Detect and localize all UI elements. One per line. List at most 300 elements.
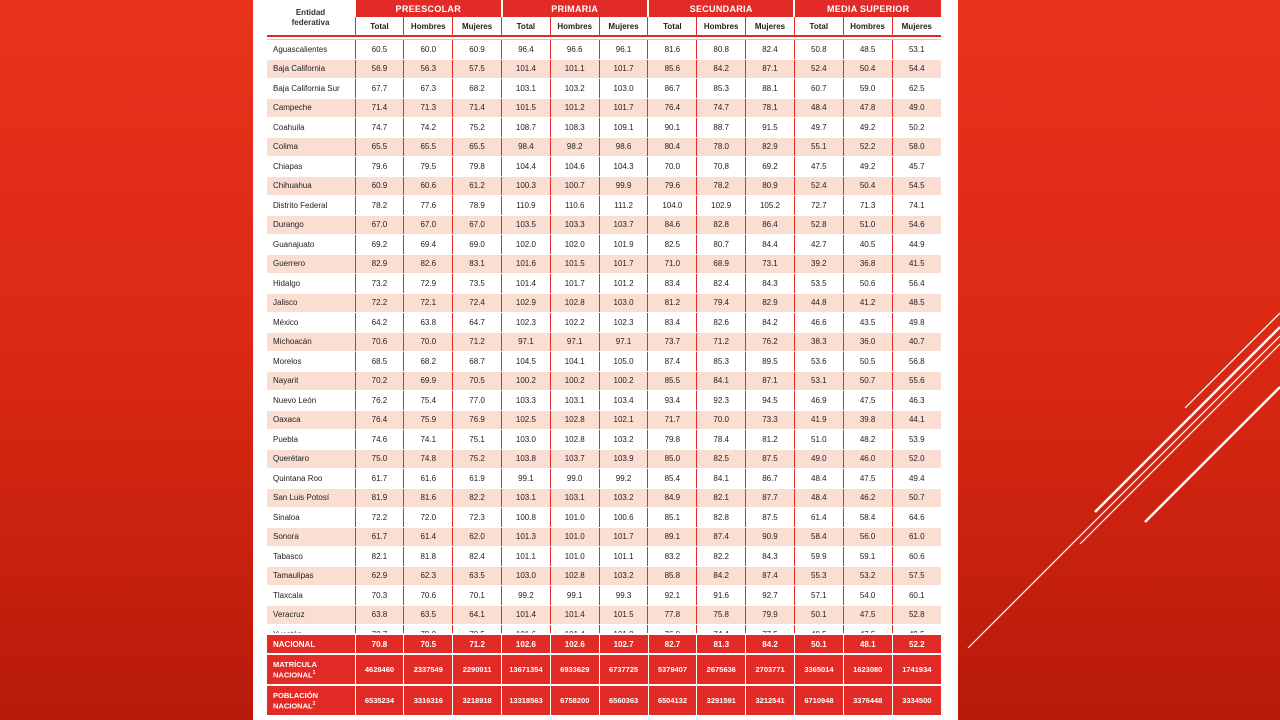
footnote-marker: 1	[312, 669, 316, 676]
table-cell: 101.4	[550, 605, 599, 625]
summary-label	[267, 654, 355, 685]
table-row	[267, 59, 941, 79]
table-cell: 102.8	[550, 293, 599, 313]
table-cell: 44.1	[892, 410, 941, 430]
table-cell: 82.4	[697, 274, 746, 294]
table-cell: 103.0	[599, 79, 648, 99]
table-cell: 62.0	[453, 527, 502, 547]
table-cell: 82.6	[697, 313, 746, 333]
table-cell: 56.8	[892, 352, 941, 372]
table-cell: 82.9	[355, 254, 404, 274]
entity-name: Chihuahua	[267, 176, 355, 196]
summary-cell: 1741934	[892, 654, 941, 685]
table-cell: 102.0	[550, 235, 599, 255]
table-row	[267, 118, 941, 138]
table-cell: 59.0	[843, 79, 892, 99]
table-cell: 78.9	[453, 196, 502, 216]
table-cell: 50.6	[843, 274, 892, 294]
table-cell: 86.7	[746, 469, 795, 489]
table-cell: 49.2	[843, 118, 892, 138]
table-cell: 61.9	[453, 469, 502, 489]
entity-name: Sinaloa	[267, 508, 355, 528]
table-cell: 55.6	[892, 371, 941, 391]
table-cell: 51.0	[794, 430, 843, 450]
table-cell: 98.4	[502, 137, 551, 157]
table-cell: 47.5	[794, 157, 843, 177]
table-row	[267, 98, 941, 118]
summary-cell: 102.6	[550, 634, 599, 654]
table-cell: 52.8	[794, 215, 843, 235]
table-cell: 50.8	[794, 40, 843, 60]
table-cell: 50.1	[794, 605, 843, 625]
table-cell: 53.9	[892, 430, 941, 450]
table-cell: 89.1	[648, 527, 697, 547]
table-cell: 53.1	[892, 40, 941, 60]
table-cell: 87.1	[746, 371, 795, 391]
table-cell: 62.3	[404, 566, 453, 586]
table-cell: 92.1	[648, 586, 697, 606]
table-cell: 99.9	[599, 176, 648, 196]
table-cell: 85.3	[697, 79, 746, 99]
subheader-cell: Total	[502, 17, 551, 36]
table-cell: 101.5	[599, 605, 648, 625]
table-cell: 103.1	[550, 391, 599, 411]
table-cell: 71.4	[355, 98, 404, 118]
table-cell: 74.7	[697, 98, 746, 118]
table-cell: 61.7	[355, 469, 404, 489]
table-cell: 103.0	[502, 566, 551, 586]
table-cell: 55.3	[794, 566, 843, 586]
table-cell: 60.6	[404, 176, 453, 196]
table-cell: 41.9	[794, 410, 843, 430]
table-cell: 81.2	[648, 293, 697, 313]
table-cell: 84.6	[648, 215, 697, 235]
table-cell: 103.5	[502, 215, 551, 235]
entity-name: Jalisco	[267, 293, 355, 313]
table-cell: 101.2	[599, 274, 648, 294]
table-cell: 75.1	[453, 430, 502, 450]
summary-cell: 3291591	[697, 685, 746, 715]
table-cell: 49.7	[794, 118, 843, 138]
summary-label-line: POBLACIÓN	[273, 690, 318, 700]
entity-name: Distrito Federal	[267, 196, 355, 216]
table-cell: 91.6	[697, 586, 746, 606]
table-cell: 67.3	[404, 79, 453, 99]
table-cell: 88.7	[697, 118, 746, 138]
table-cell: 100.6	[599, 508, 648, 528]
entity-name: Morelos	[267, 352, 355, 372]
summary-row	[267, 654, 941, 685]
table-cell: 46.0	[843, 449, 892, 469]
table-cell: 64.2	[355, 313, 404, 333]
table-cell: 82.2	[697, 547, 746, 567]
summary-label-line: NACIONAL$^2$	[273, 700, 316, 711]
table-cell: 103.4	[599, 391, 648, 411]
table-cell: 78.0	[697, 137, 746, 157]
entity-name: Tamaulipas	[267, 566, 355, 586]
table-cell: 56.3	[404, 59, 453, 79]
table-cell: 63.8	[355, 605, 404, 625]
table-cell: 102.9	[502, 293, 551, 313]
table-cell: 74.8	[404, 449, 453, 469]
table-cell: 56.0	[843, 527, 892, 547]
summary-cell: 13318563	[502, 685, 551, 715]
table-cell: 97.1	[550, 332, 599, 352]
table-cell: 89.5	[746, 352, 795, 372]
table-cell: 53.1	[794, 371, 843, 391]
table-cell: 50.5	[843, 352, 892, 372]
table-cell: 92.3	[697, 391, 746, 411]
table-cell: 80.8	[697, 40, 746, 60]
table-cell: 84.2	[697, 59, 746, 79]
table-cell: 79.8	[648, 430, 697, 450]
table-cell: 52.4	[794, 59, 843, 79]
summary-cell: 82.7	[648, 634, 697, 654]
table-cell: 72.2	[355, 293, 404, 313]
table-cell: 82.5	[697, 449, 746, 469]
table-cell: 85.1	[648, 508, 697, 528]
group-header-media-superior: MEDIA SUPERIOR	[794, 0, 941, 17]
summary-table	[267, 633, 941, 715]
table-cell: 82.1	[355, 547, 404, 567]
table-cell: 84.2	[697, 566, 746, 586]
entity-name: Sonora	[267, 527, 355, 547]
summary-cell: 1623080	[843, 654, 892, 685]
table-cell: 76.2	[746, 332, 795, 352]
table-row	[267, 391, 941, 411]
table-row	[267, 79, 941, 99]
table-cell: 53.6	[794, 352, 843, 372]
table-cell: 87.4	[697, 527, 746, 547]
table-cell: 48.4	[794, 98, 843, 118]
entity-header-line-2: federativa	[291, 17, 330, 27]
summary-cell: 70.5	[404, 634, 453, 654]
table-cell: 103.2	[599, 488, 648, 508]
table-cell: 47.5	[843, 391, 892, 411]
table-cell: 99.2	[502, 586, 551, 606]
table-cell: 54.4	[892, 59, 941, 79]
table-cell: 93.4	[648, 391, 697, 411]
entity-name: Nayarit	[267, 371, 355, 391]
entity-name: Querétaro	[267, 449, 355, 469]
table-cell: 78.2	[697, 176, 746, 196]
table-row	[267, 566, 941, 586]
table-cell: 39.2	[794, 254, 843, 274]
table-row	[267, 332, 941, 352]
table-cell: 99.3	[599, 586, 648, 606]
table-row	[267, 274, 941, 294]
table-cell: 104.1	[550, 352, 599, 372]
table-cell: 38.3	[794, 332, 843, 352]
table-cell: 87.5	[746, 508, 795, 528]
table-cell: 52.4	[794, 176, 843, 196]
table-cell: 85.6	[648, 59, 697, 79]
entity-name: México	[267, 313, 355, 333]
table-cell: 63.5	[453, 566, 502, 586]
summary-cell: 3376448	[843, 685, 892, 715]
summary-cell: 71.2	[453, 634, 502, 654]
table-cell: 54.6	[892, 215, 941, 235]
table-cell: 71.4	[453, 98, 502, 118]
table-cell: 49.2	[843, 157, 892, 177]
table-cell: 108.3	[550, 118, 599, 138]
table-cell: 62.9	[355, 566, 404, 586]
table-cell: 102.5	[502, 410, 551, 430]
entity-name: Baja California	[267, 59, 355, 79]
group-header-primaria: PRIMARIA	[502, 0, 648, 17]
table-cell: 102.8	[550, 410, 599, 430]
table-cell: 85.8	[648, 566, 697, 586]
summary-cell: 2675636	[697, 654, 746, 685]
table-cell: 72.3	[453, 508, 502, 528]
table-cell: 83.4	[648, 313, 697, 333]
table-cell: 105.2	[746, 196, 795, 216]
table-row	[267, 313, 941, 333]
table-cell: 40.7	[892, 332, 941, 352]
table-cell: 75.2	[453, 118, 502, 138]
table-cell: 102.9	[697, 196, 746, 216]
summary-cell: 2337549	[404, 654, 453, 685]
table-cell: 52.2	[843, 137, 892, 157]
table-cell: 75.2	[453, 449, 502, 469]
table-cell: 82.4	[746, 40, 795, 60]
table-cell: 70.1	[453, 586, 502, 606]
table-cell: 100.2	[502, 371, 551, 391]
table-cell: 44.9	[892, 235, 941, 255]
summary-cell: 3334500	[892, 685, 941, 715]
table-cell: 87.5	[746, 449, 795, 469]
table-cell: 105.0	[599, 352, 648, 372]
table-cell: 70.8	[697, 157, 746, 177]
table-cell: 40.5	[843, 235, 892, 255]
table-cell: 59.1	[843, 547, 892, 567]
table-cell: 101.4	[502, 605, 551, 625]
table-cell: 97.1	[502, 332, 551, 352]
table-cell: 61.4	[794, 508, 843, 528]
table-cell: 103.2	[550, 79, 599, 99]
table-cell: 71.2	[453, 332, 502, 352]
table-cell: 48.4	[794, 488, 843, 508]
table-cell: 99.1	[550, 586, 599, 606]
table-cell: 82.6	[404, 254, 453, 274]
table-cell: 50.2	[892, 118, 941, 138]
table-cell: 73.7	[648, 332, 697, 352]
table-cell: 60.9	[453, 40, 502, 60]
table-cell: 68.7	[453, 352, 502, 372]
summary-cell: 3218918	[453, 685, 502, 715]
table-row	[267, 157, 941, 177]
table-cell: 81.8	[404, 547, 453, 567]
table-cell: 79.9	[746, 605, 795, 625]
table-cell: 70.3	[355, 586, 404, 606]
table-cell: 87.1	[746, 59, 795, 79]
table-cell: 49.0	[794, 449, 843, 469]
table-cell: 82.9	[746, 293, 795, 313]
summary-cell: 81.3	[697, 634, 746, 654]
table-cell: 104.0	[648, 196, 697, 216]
subheader-cell: Mujeres	[453, 17, 502, 36]
summary-cell: 102.6	[502, 634, 551, 654]
entity-name: Hidalgo	[267, 274, 355, 294]
table-cell: 69.2	[355, 235, 404, 255]
table-cell: 79.4	[697, 293, 746, 313]
table-cell: 65.5	[404, 137, 453, 157]
table-cell: 46.9	[794, 391, 843, 411]
table-cell: 61.0	[892, 527, 941, 547]
table-cell: 65.5	[453, 137, 502, 157]
table-cell: 90.9	[746, 527, 795, 547]
table-cell: 103.3	[502, 391, 551, 411]
entity-name: Tabasco	[267, 547, 355, 567]
table-cell: 67.7	[355, 79, 404, 99]
table-cell: 69.0	[453, 235, 502, 255]
table-cell: 103.7	[599, 215, 648, 235]
subheader-row	[267, 17, 941, 36]
entity-name: Puebla	[267, 430, 355, 450]
table-cell: 82.4	[453, 547, 502, 567]
table-cell: 73.3	[746, 410, 795, 430]
table-cell: 61.6	[404, 469, 453, 489]
table-cell: 78.4	[697, 430, 746, 450]
table-cell: 102.0	[502, 235, 551, 255]
table-row	[267, 469, 941, 489]
table-cell: 70.6	[355, 332, 404, 352]
footnote-marker: 2	[312, 700, 316, 707]
entity-header-line-1: Entidad	[295, 7, 326, 17]
table-cell: 56.4	[892, 274, 941, 294]
summary-cell: 6737725	[599, 654, 648, 685]
table-cell: 53.2	[843, 566, 892, 586]
table-cell: 82.8	[697, 215, 746, 235]
table-cell: 90.1	[648, 118, 697, 138]
table-cell: 74.1	[892, 196, 941, 216]
entity-name: Chiapas	[267, 157, 355, 177]
table-cell: 84.1	[697, 469, 746, 489]
table-cell: 102.3	[599, 313, 648, 333]
summary-cell: 84.2	[746, 634, 795, 654]
entity-name: Aguascalientes	[267, 40, 355, 60]
summary-cell: 102.7	[599, 634, 648, 654]
table-cell: 55.1	[794, 137, 843, 157]
subheader-cell: Hombres	[697, 17, 746, 36]
table-cell: 49.4	[892, 469, 941, 489]
table-cell: 76.9	[453, 410, 502, 430]
table-cell: 44.8	[794, 293, 843, 313]
subheader-cell: Hombres	[550, 17, 599, 36]
table-cell: 51.0	[843, 215, 892, 235]
table-cell: 70.2	[355, 371, 404, 391]
table-cell: 77.0	[453, 391, 502, 411]
table-cell: 108.7	[502, 118, 551, 138]
table-document	[253, 0, 958, 720]
table-cell: 101.1	[502, 547, 551, 567]
table-cell: 81.6	[648, 40, 697, 60]
table-cell: 103.8	[502, 449, 551, 469]
table-cell: 60.6	[892, 547, 941, 567]
table-cell: 101.3	[502, 527, 551, 547]
table-cell: 61.2	[453, 176, 502, 196]
table-cell: 101.7	[599, 59, 648, 79]
table-cell: 36.0	[843, 332, 892, 352]
table-cell: 109.1	[599, 118, 648, 138]
table-row	[267, 527, 941, 547]
table-cell: 80.7	[697, 235, 746, 255]
summary-cell: 2290911	[453, 654, 502, 685]
table-cell: 60.7	[794, 79, 843, 99]
table-cell: 83.1	[453, 254, 502, 274]
table-cell: 86.4	[746, 215, 795, 235]
table-cell: 50.4	[843, 176, 892, 196]
table-cell: 88.1	[746, 79, 795, 99]
table-cell: 103.2	[599, 430, 648, 450]
table-cell: 103.9	[599, 449, 648, 469]
table-cell: 98.6	[599, 137, 648, 157]
table-cell: 79.8	[453, 157, 502, 177]
table-cell: 64.7	[453, 313, 502, 333]
table-cell: 58.0	[892, 137, 941, 157]
table-cell: 100.2	[550, 371, 599, 391]
table-cell: 102.8	[550, 430, 599, 450]
table-cell: 103.0	[502, 430, 551, 450]
table-cell: 83.4	[648, 274, 697, 294]
table-cell: 85.3	[697, 352, 746, 372]
table-cell: 47.5	[843, 605, 892, 625]
table-row	[267, 293, 941, 313]
table-cell: 101.7	[550, 274, 599, 294]
table-cell: 67.0	[404, 215, 453, 235]
table-cell: 50.7	[892, 488, 941, 508]
group-header-secundaria: SECUNDARIA	[648, 0, 794, 17]
table-cell: 49.0	[892, 98, 941, 118]
table-cell: 59.9	[794, 547, 843, 567]
table-row	[267, 371, 941, 391]
table-row	[267, 508, 941, 528]
table-cell: 81.9	[355, 488, 404, 508]
table-cell: 96.1	[599, 40, 648, 60]
entity-name: Nuevo León	[267, 391, 355, 411]
summary-cell: 50.1	[795, 634, 844, 654]
table-cell: 91.5	[746, 118, 795, 138]
table-cell: 68.2	[453, 79, 502, 99]
table-cell: 62.5	[892, 79, 941, 99]
table-row	[267, 488, 941, 508]
table-cell: 71.7	[648, 410, 697, 430]
table-cell: 70.0	[648, 157, 697, 177]
table-cell: 101.0	[550, 547, 599, 567]
summary-cell: 5379407	[648, 654, 697, 685]
table-cell: 102.8	[550, 566, 599, 586]
table-cell: 100.3	[502, 176, 551, 196]
table-cell: 45.7	[892, 157, 941, 177]
summary-cell: 3212541	[746, 685, 795, 715]
table-row	[267, 196, 941, 216]
table-cell: 71.3	[843, 196, 892, 216]
table-cell: 110.9	[502, 196, 551, 216]
table-cell: 103.2	[599, 566, 648, 586]
table-cell: 48.2	[843, 430, 892, 450]
table-row	[267, 352, 941, 372]
subheader-cell: Mujeres	[746, 17, 795, 36]
subheader-cell: Total	[794, 17, 843, 36]
table-row	[267, 215, 941, 235]
table-cell: 99.1	[502, 469, 551, 489]
table-cell: 80.9	[746, 176, 795, 196]
table-cell: 101.7	[599, 254, 648, 274]
table-cell: 101.9	[599, 235, 648, 255]
summary-label	[267, 634, 355, 654]
summary-label-line: MATRÍCULA	[273, 659, 318, 669]
table-cell: 41.2	[843, 293, 892, 313]
